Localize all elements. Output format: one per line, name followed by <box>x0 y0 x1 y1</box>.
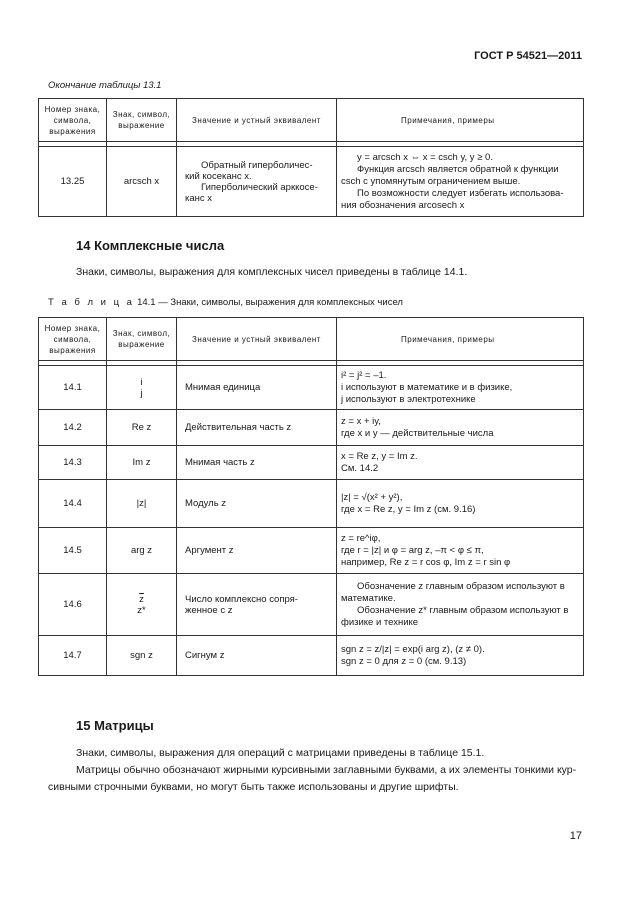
section-15-text <box>48 745 584 796</box>
page-number: 17 <box>569 830 582 842</box>
row-symbol <box>107 410 177 446</box>
note-line: Обозначение z* главным образом используют в <box>357 604 569 616</box>
col-header-notes: Примечания, примеры <box>337 318 584 361</box>
note-line: ния обозначения arcosech x <box>341 199 465 211</box>
table-14-1-caption <box>48 297 403 308</box>
note-line: См. 14.2 <box>341 462 379 474</box>
col-header-notes: Примечания, примеры <box>337 99 584 142</box>
meaning-line: женное с z <box>185 604 233 616</box>
symbol-line: i <box>140 376 143 388</box>
row-meaning <box>177 636 337 676</box>
row-num: 14.5 <box>39 528 107 574</box>
row-num: 14.3 <box>39 446 107 480</box>
row-num: 13.25 <box>39 147 107 217</box>
col-header-meaning: Значение и устный эквивалент <box>177 318 337 361</box>
row-notes <box>337 480 584 528</box>
row-meaning <box>177 574 337 636</box>
col-header-num: Номер знака, символа, выражения <box>39 318 107 361</box>
table-row <box>39 636 584 676</box>
table-row <box>39 147 584 217</box>
paragraph-line: Знаки, символы, выражения для операций с матрицами приведены в таблице 15.1. <box>76 747 485 759</box>
table-row <box>39 574 584 636</box>
row-meaning <box>177 410 337 446</box>
row-symbol <box>107 446 177 480</box>
symbol-line: sgn z <box>130 650 153 661</box>
row-num: 14.1 <box>39 366 107 410</box>
row-symbol <box>107 480 177 528</box>
row-meaning <box>177 147 337 217</box>
symbol-line: Im z <box>132 457 151 468</box>
note-line: например, Re z = r cos φ, Im z = r sin φ <box>341 556 511 568</box>
intro-line: Знаки, символы, выражения для комплексных чисел приведены в таблице 14.1. <box>76 266 468 278</box>
symbol-line: z* <box>137 604 146 616</box>
section-15-heading: 15 Матрицы <box>76 718 154 733</box>
meaning-line: Мнимая единица <box>185 382 261 393</box>
col-header-sym: Знак, символ, выражение <box>107 99 177 142</box>
section-14-intro <box>48 264 584 281</box>
meaning-line: Число комплексно сопря- <box>185 593 298 605</box>
paragraph-line: сивными строчными буквами, но могут быть также использованы и другие шрифты. <box>48 781 459 793</box>
note-line: sgn z = 0 для z = 0 (см. 9.13) <box>341 655 467 667</box>
row-notes <box>337 528 584 574</box>
meaning-line: канс x <box>185 192 213 204</box>
table-13-1 <box>38 98 584 217</box>
row-notes <box>337 636 584 676</box>
row-num: 14.7 <box>39 636 107 676</box>
continuation-caption: Окончание таблицы 13.1 <box>48 80 162 91</box>
row-meaning <box>177 528 337 574</box>
note-line: физике и технике <box>341 616 419 628</box>
row-symbol <box>107 574 177 636</box>
row-symbol <box>107 636 177 676</box>
note-line: где r = |z| и φ = arg z, –π < φ ≤ π, <box>341 544 484 556</box>
note-line: Функция arcsch является обратной к функции <box>357 163 559 175</box>
row-notes <box>337 147 584 217</box>
row-notes <box>337 410 584 446</box>
row-symbol: arcsch x <box>107 147 177 217</box>
row-meaning <box>177 446 337 480</box>
note-line: математике. <box>341 592 396 604</box>
meaning-line: Мнимая часть z <box>185 457 255 468</box>
note-line: По возможности следует избегать использова- <box>357 187 564 199</box>
row-notes <box>337 446 584 480</box>
row-symbol <box>107 366 177 410</box>
row-notes <box>337 574 584 636</box>
meaning-line: кий косеканс x. <box>185 170 252 182</box>
caption-label: Т а б л и ц а <box>48 297 135 308</box>
note-line: i² = j² = –1. <box>341 369 387 381</box>
note-line: где x = Re z, y = Im z (см. 9.16) <box>341 503 476 515</box>
table-row <box>39 366 584 410</box>
paragraph-line: Матрицы обычно обозначают жирными курсивными заглавными буквами, а их элементы тонкими кур- <box>76 764 577 776</box>
meaning-line: Модуль z <box>185 498 227 509</box>
table-row <box>39 480 584 528</box>
row-num: 14.6 <box>39 574 107 636</box>
note-line: i используют в математике и в физике, <box>341 381 513 393</box>
row-symbol <box>107 528 177 574</box>
table-row <box>39 528 584 574</box>
note-line: csch с упомянутым ограничением выше. <box>341 175 521 187</box>
note-line: где x и y — действительные числа <box>341 427 494 439</box>
section-14-heading: 14 Комплексные числа <box>76 238 225 253</box>
note-line: sgn z = z/|z| = exp(i arg z), (z ≠ 0). <box>341 643 485 655</box>
note-line: j используют в электротехнике <box>341 393 476 405</box>
row-notes <box>337 366 584 410</box>
meaning-line: Аргумент z <box>185 545 234 556</box>
symbol-line: Re z <box>131 422 152 433</box>
symbol-line: j <box>140 387 143 399</box>
col-header-sym: Знак, символ, выражение <box>107 318 177 361</box>
table-row <box>39 410 584 446</box>
meaning-line: Обратный гиперболичес- <box>201 159 313 171</box>
meaning-line: Сигнум z <box>185 650 225 661</box>
row-num: 14.2 <box>39 410 107 446</box>
row-num: 14.4 <box>39 480 107 528</box>
symbol-line: arg z <box>130 545 153 556</box>
note-line: x = Re z, y = Im z. <box>341 450 418 462</box>
note-line: Обозначение z главным образом используют в <box>357 580 565 592</box>
note-line: y = arcsch x ⇔ x = csch y, y ≥ 0. <box>357 151 493 163</box>
meaning-line: Гиперболический арккосе- <box>201 181 318 193</box>
symbol-line: |z| <box>136 498 147 509</box>
note-line: |z| = √(x² + y²), <box>341 491 403 503</box>
standard-designation: ГОСТ Р 54521—2011 <box>474 50 582 62</box>
note-line: z = re^iφ, <box>341 532 381 544</box>
meaning-line: Действительная часть z <box>185 422 292 433</box>
note-line: z = x + iy, <box>341 415 381 427</box>
symbol-conjugate-bar: $\overline{z}$ <box>139 593 144 605</box>
col-header-meaning: Значение и устный эквивалент <box>177 99 337 142</box>
row-meaning <box>177 366 337 410</box>
table-14-1 <box>38 317 584 676</box>
col-header-num: Номер знака, символа, выражения <box>39 99 107 142</box>
caption-text: 14.1 — Знаки, символы, выражения для комплексных чисел <box>137 297 403 308</box>
row-meaning <box>177 480 337 528</box>
table-row <box>39 446 584 480</box>
